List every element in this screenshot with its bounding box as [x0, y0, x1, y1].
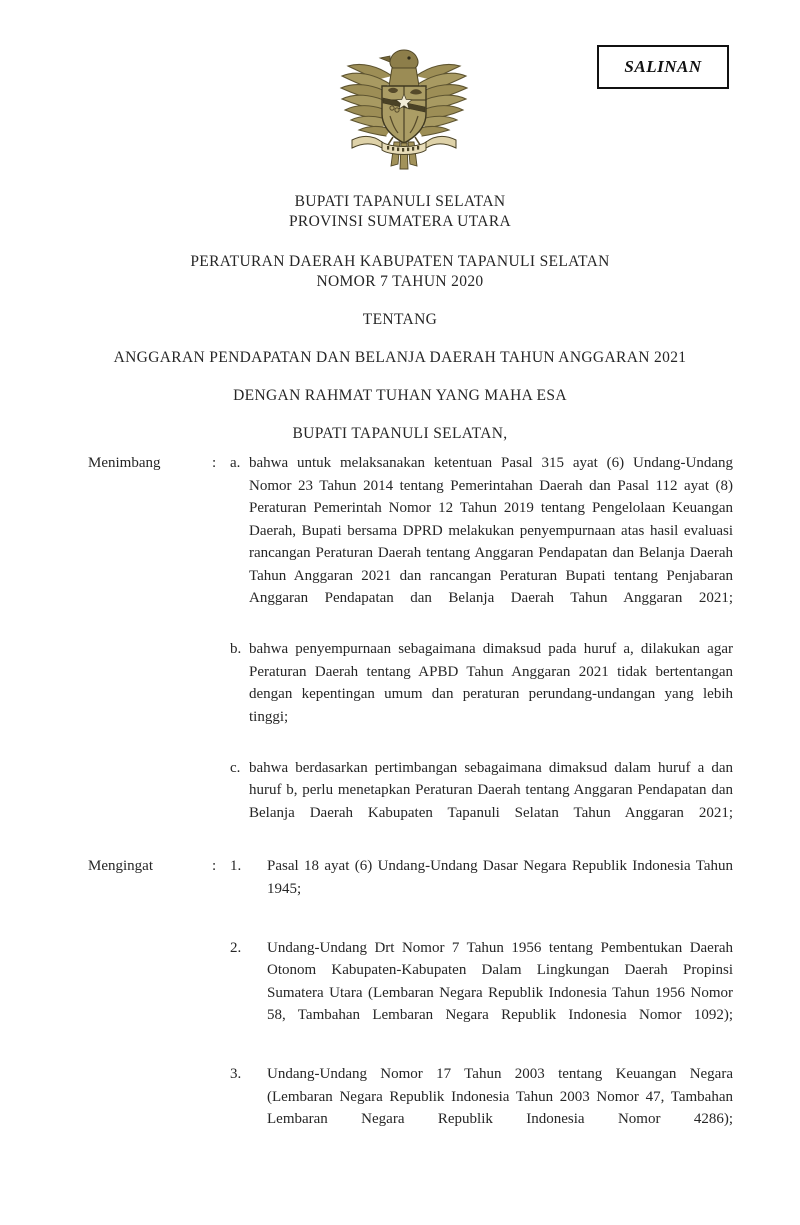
- list-item-text: bahwa untuk melaksanakan ketentuan Pasal 315 ayat (6) Undang-Undang Nomor 23 Tahun 2014 tentang Pemerintahan Daerah dan Pasal 112 ayat (8) Peraturan Pemerintah Nomor 12 Tahun 2019 tentang Pengelolaan Keuangan Daerah, Bupati bersama DPRD melakukan penyempurnaan atas hasil evaluasi rancangan Peraturan Daerah tentang Anggaran Pendapatan dan Belanja Daerah Tahun Anggaran 2021 dan rancangan Peraturan Bupati tentang Penjabaran Anggaran Pendapatan dan Belanja Daerah Tahun Anggaran 2021;: [249, 455, 733, 606]
- heading-rahmat-tuhan: DENGAN RAHMAT TUHAN YANG MAHA ESA: [233, 387, 567, 404]
- mengingat-label: Mengingat: [88, 858, 153, 874]
- heading-subject: ANGGARAN PENDAPATAN DAN BELANJA DAERAH TAHUN ANGGARAN 2021: [113, 349, 687, 366]
- heading-bupati-signature-line: BUPATI TAPANULI SELATAN,: [292, 425, 508, 442]
- list-item: [230, 757, 733, 847]
- list-item-text: bahwa penyempurnaan sebagaimana dimaksud pada huruf a, dilakukan agar Peraturan Daerah tentang APBD Tahun Anggaran 2021 tidak bertentangan dengan kepentingan umum dan peraturan perundang-undangan yang lebih tinggi;: [249, 641, 733, 725]
- list-item-text: bahwa berdasarkan pertimbangan sebagaimana dimaksud dalam huruf a dan huruf b, perlu menetapkan Peraturan Daerah tentang Anggaran Pendapatan dan Belanja Daerah Kabupaten Tapanuli Selatan Tahun Anggaran 2021;: [249, 759, 733, 821]
- list-item-marker: b.: [230, 641, 242, 657]
- heading-provinsi: PROVINSI SUMATERA UTARA: [288, 213, 512, 230]
- heading-bupati: BUPATI TAPANULI SELATAN: [294, 193, 506, 210]
- list-item-text: Undang-Undang Drt Nomor 7 Tahun 1956 tentang Pembentukan Daerah Otonom Kabupaten-Kabupaten Dalam Lingkungan Daerah Propinsi Sumatera Utara (Lembaran Negara Republik Indonesia Tahun 1956 Nomor 58, Tambahan Lembaran Negara Republik Indonesia Nomor 1092);: [267, 939, 733, 1023]
- menimbang-clause: [0, 452, 800, 847]
- list-item: [230, 638, 733, 751]
- heading-tentang: TENTANG: [362, 311, 438, 328]
- list-item: [230, 855, 733, 923]
- mengingat-colon: :: [212, 858, 217, 874]
- list-item-marker: 1.: [230, 858, 242, 874]
- list-item-marker: a.: [230, 455, 241, 471]
- list-item: [230, 937, 733, 1050]
- heading-nomor: NOMOR 7 TAHUN 2020: [316, 273, 484, 290]
- mengingat-clause: [0, 855, 800, 1153]
- list-item-text: Pasal 18 ayat (6) Undang-Undang Dasar Negara Republik Indonesia Tahun 1945;: [267, 858, 733, 897]
- mengingat-item-list: [230, 855, 800, 1153]
- list-item-marker: c.: [230, 759, 241, 776]
- menimbang-label: Menimbang: [88, 455, 161, 471]
- list-item: [230, 452, 733, 632]
- salinan-stamp: [597, 45, 729, 89]
- menimbang-item-list: [230, 452, 800, 847]
- list-item-marker: 2.: [230, 939, 242, 956]
- list-item-text: Undang-Undang Nomor 17 Tahun 2003 tentang Keuangan Negara (Lembaran Negara Republik Indonesia Tahun 2003 Nomor 47, Tambahan Lembaran Negara Republik Indonesia Nomor 4286);: [267, 1066, 733, 1127]
- list-item: [230, 1063, 733, 1153]
- list-item-marker: 3.: [230, 1066, 242, 1082]
- salinan-label: SALINAN: [624, 57, 702, 76]
- menimbang-colon: :: [212, 455, 217, 471]
- garuda-pancasila-emblem: [330, 36, 478, 184]
- document-heading: [0, 192, 800, 444]
- heading-perda: PERATURAN DAERAH KABUPATEN TAPANULI SELATAN: [190, 253, 610, 270]
